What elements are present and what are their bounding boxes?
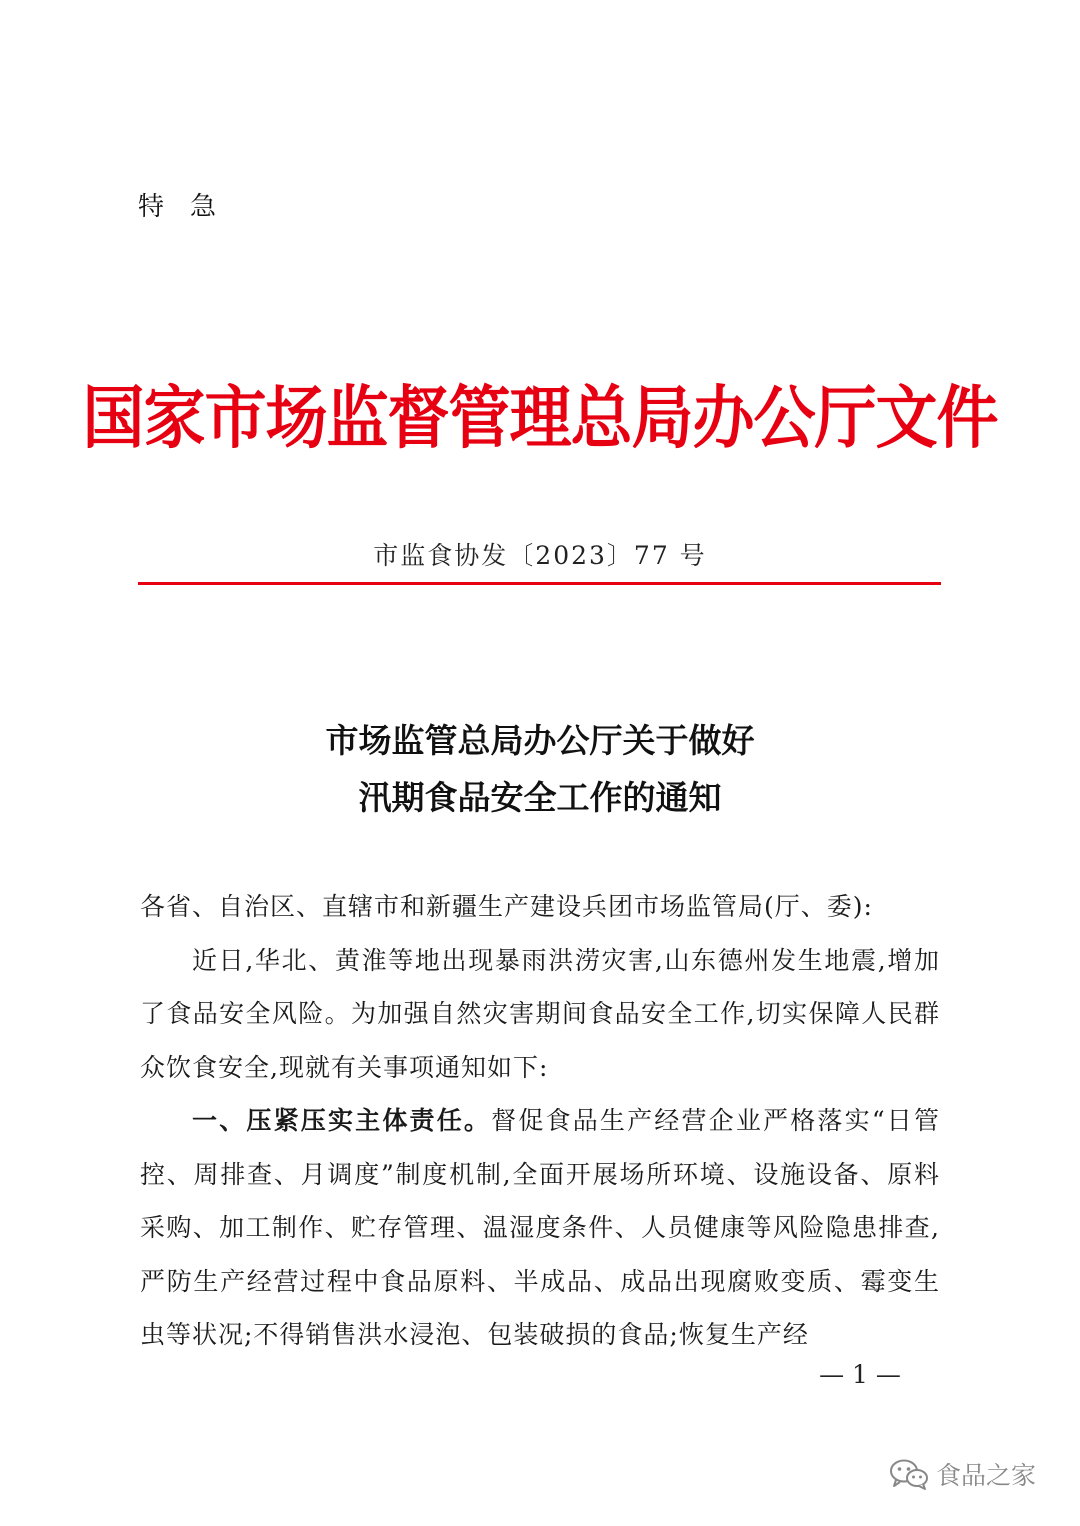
urgency-label: 特急 bbox=[138, 192, 243, 222]
document-number: 市监食协发〔2023〕77 号 bbox=[373, 541, 707, 570]
watermark bbox=[888, 1456, 1036, 1492]
section-1-heading: 一、压紧压实主体责任。 bbox=[192, 1106, 492, 1135]
title-line-2: 汛期食品安全工作的通知 bbox=[358, 778, 722, 817]
document-body bbox=[140, 880, 940, 1362]
watermark-label: 食品之家 bbox=[936, 1461, 1037, 1490]
section-1-text: 督促食品生产经营企业严格落实“日管控、周排查、月调度”制度机制,全面开展场所环境、设施设备、原料采购、加工制作、贮存管理、温湿度条件、人员健康等风险隐患排查,严防生产经营过程中食品原料、半成品、成品出现腐败变质、霉变生虫等状况;不得销售洪水浸泡、包装破损的食品;恢复生产经 bbox=[140, 1106, 940, 1349]
paragraph-intro: 近日,华北、黄淮等地出现暴雨洪涝灾害,山东德州发生地震,增加了食品安全风险。为加强自然灾害期间食品安全工作,切实保障人民群众饮食安全,现就有关事项通知如下: bbox=[140, 945, 940, 1082]
wechat-icon bbox=[888, 1457, 930, 1491]
addressee: 各省、自治区、直辖市和新疆生产建设兵团市场监管局(厅、委): bbox=[140, 892, 873, 921]
document-title bbox=[0, 712, 1080, 826]
red-divider bbox=[138, 582, 941, 585]
paragraph-section-1 bbox=[140, 1094, 940, 1362]
title-line-1: 市场监管总局办公厅关于做好 bbox=[325, 721, 755, 760]
document-header: 国家市场监督管理总局办公厅文件 bbox=[82, 377, 998, 459]
page-number: — 1 — bbox=[819, 1360, 901, 1389]
